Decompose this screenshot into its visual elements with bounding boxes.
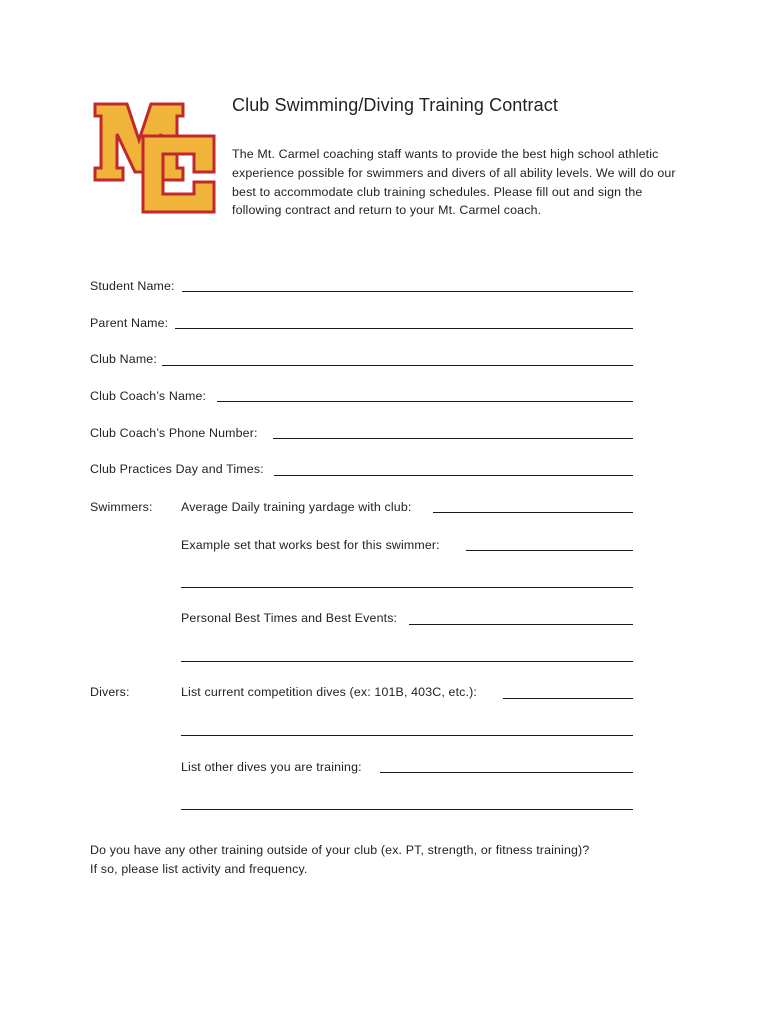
- best-times-field[interactable]: [409, 624, 633, 625]
- parent-name-label: Parent Name:: [90, 316, 169, 330]
- student-name-field[interactable]: [182, 291, 633, 292]
- student-name-label: Student Name:: [90, 279, 175, 293]
- example-set-field[interactable]: [466, 550, 633, 551]
- other-dives-extra-line[interactable]: [181, 809, 633, 810]
- other-training-question-line2: If so, please list activity and frequency.: [90, 861, 308, 876]
- club-name-field[interactable]: [162, 365, 633, 366]
- yardage-field[interactable]: [433, 512, 633, 513]
- parent-name-field[interactable]: [175, 328, 633, 329]
- other-dives-field[interactable]: [380, 772, 633, 773]
- best-times-label: Personal Best Times and Best Events:: [181, 611, 398, 625]
- competition-dives-field[interactable]: [503, 698, 633, 699]
- competition-dives-extra-line[interactable]: [181, 735, 633, 736]
- divers-section-label: Divers:: [90, 685, 130, 699]
- club-coach-name-label: Club Coach’s Name:: [90, 389, 207, 403]
- competition-dives-label: List current competition dives (ex: 101B, 403C, etc.):: [181, 685, 477, 699]
- other-training-question-line1: Do you have any other training outside of your club (ex. PT, strength, or fitness training)?: [90, 843, 590, 857]
- club-coach-name-field[interactable]: [217, 401, 633, 402]
- intro-paragraph: The Mt. Carmel coaching staff wants to provide the best high school athletic experience possible for swimmers and divers of all ability levels. We will do our best to accommodate club training schedules. Please fill out and sign the following contract and return to your Mt. Carmel coach.: [232, 147, 676, 218]
- yardage-label: Average Daily training yardage with club:: [181, 500, 412, 514]
- club-name-label: Club Name:: [90, 352, 157, 366]
- club-coach-phone-label: Club Coach’s Phone Number:: [90, 426, 258, 440]
- club-coach-phone-field[interactable]: [273, 438, 633, 439]
- swimmers-section-label: Swimmers:: [90, 500, 153, 514]
- example-set-label: Example set that works best for this swimmer:: [181, 538, 440, 552]
- mt-carmel-logo: [93, 102, 217, 214]
- best-times-extra-line[interactable]: [181, 661, 633, 662]
- other-training-question: [90, 841, 690, 879]
- page-title: Club Swimming/Diving Training Contract: [232, 95, 558, 115]
- other-dives-label: List other dives you are training:: [181, 760, 362, 774]
- club-practices-label: Club Practices Day and Times:: [90, 462, 264, 476]
- example-set-extra-line[interactable]: [181, 587, 633, 588]
- club-practices-field[interactable]: [274, 475, 633, 476]
